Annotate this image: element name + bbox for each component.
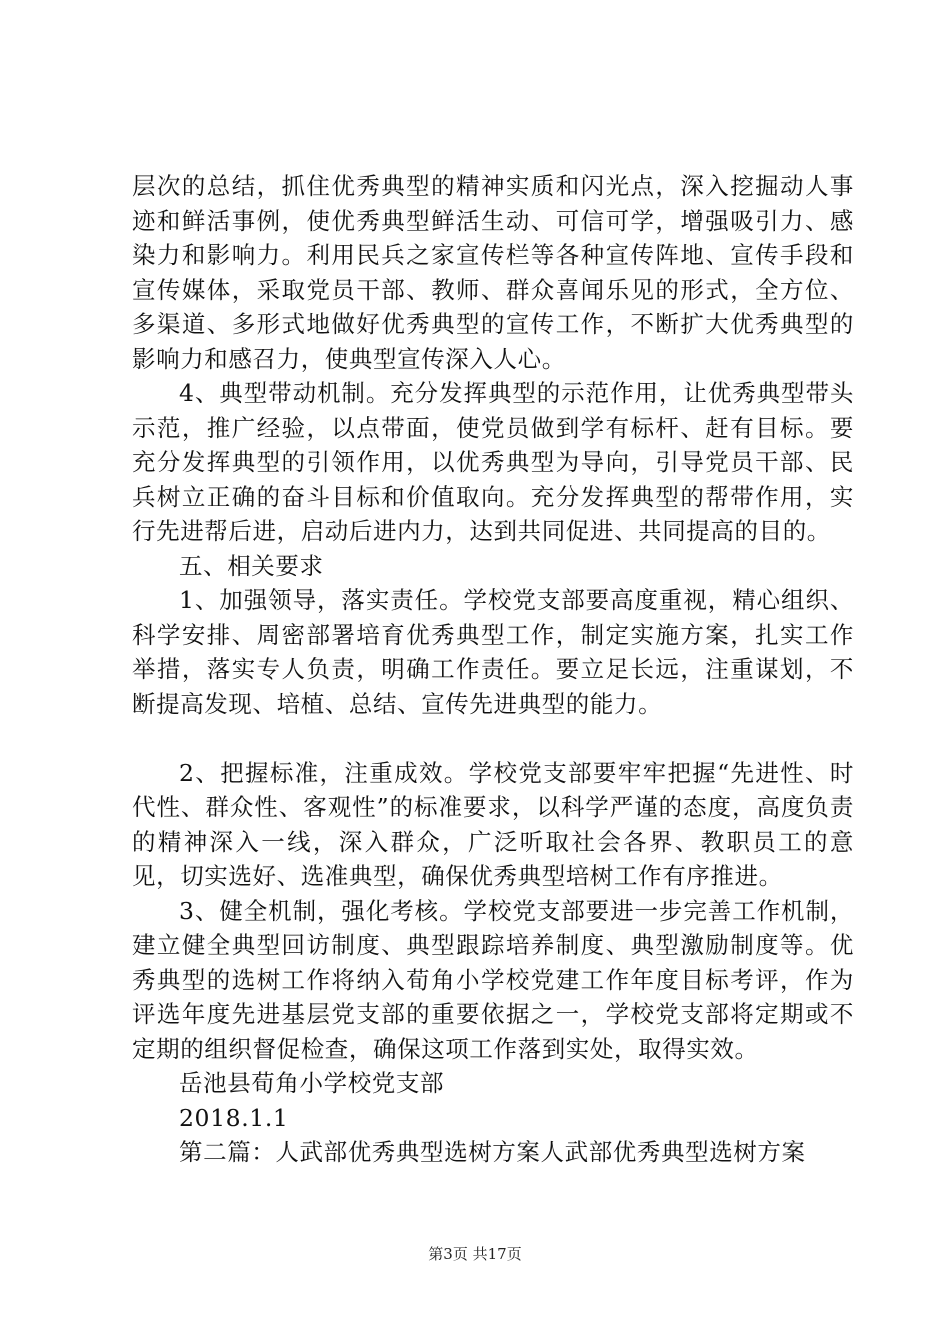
page-number: 第3页 共17页	[428, 1245, 522, 1263]
blank-line	[132, 721, 854, 756]
paragraph-requirement-1: 1、加强领导，落实责任。学校党支部要高度重视，精心组织、科学安排、周密部署培育优秀典型工作，制定实施方案，扎实工作举措，落实专人负责，明确工作责任。要立足长远，注重谋划，不断提高发现、培植、总结、宣传先进典型的能力。	[132, 586, 854, 718]
signature-date: 2018.1.1	[179, 1103, 289, 1132]
paragraph-continuation: 层次的总结，抓住优秀典型的精神实质和闪光点，深入挖掘动人事迹和鲜活事例，使优秀典型鲜活生动、可信可学，增强吸引力、感染力和影响力。利用民兵之家宣传栏等各种宣传阵地、宣传手段和宣传媒体，采取党员干部、教师、群众喜闻乐见的形式，全方位、多渠道、多形式地做好优秀典型的宣传工作，不断扩大优秀典型的影响力和感召力，使典型宣传深入人心。	[132, 172, 854, 373]
paragraph-item-4: 4、典型带动机制。充分发挥典型的示范作用，让优秀典型带头示范，推广经验，以点带面，使党员做到学有标杆、赶有目标。要充分发挥典型的引领作用，以优秀典型为导向，引导党员干部、民兵树立正确的奋斗目标和价值取向。充分发挥典型的帮带作用，实行先进帮后进，启动后进内力，达到共同促进、共同提高的目的。	[132, 379, 854, 545]
document-body	[132, 169, 854, 1170]
next-article-title: 第二篇：人武部优秀典型选树方案人武部优秀典型选树方案	[179, 1138, 806, 1166]
paragraph-requirement-3: 3、健全机制，强化考核。学校党支部要进一步完善工作机制，建立健全典型回访制度、典型跟踪培养制度、典型激励制度等。优秀典型的选树工作将纳入荀角小学校党建工作年度目标考评，作为评选年度先进基层党支部的重要依据之一，学校党支部将定期或不定期的组织督促检查，确保这项工作落到实处，取得实效。	[132, 896, 854, 1063]
paragraph-requirement-2: 2、把握标准，注重成效。学校党支部要牢牢把握“先进性、时代性、群众性、客观性”的标准要求，以科学严谨的态度，高度负责的精神深入一线，深入群众，广泛听取社会各界、教职员工的意见，切实选好、选准典型，确保优秀典型培树工作有序推进。	[132, 758, 854, 890]
signature-organization: 岳池县荀角小学校党支部	[179, 1069, 445, 1097]
section-heading-requirements: 五、相关要求	[179, 551, 324, 580]
